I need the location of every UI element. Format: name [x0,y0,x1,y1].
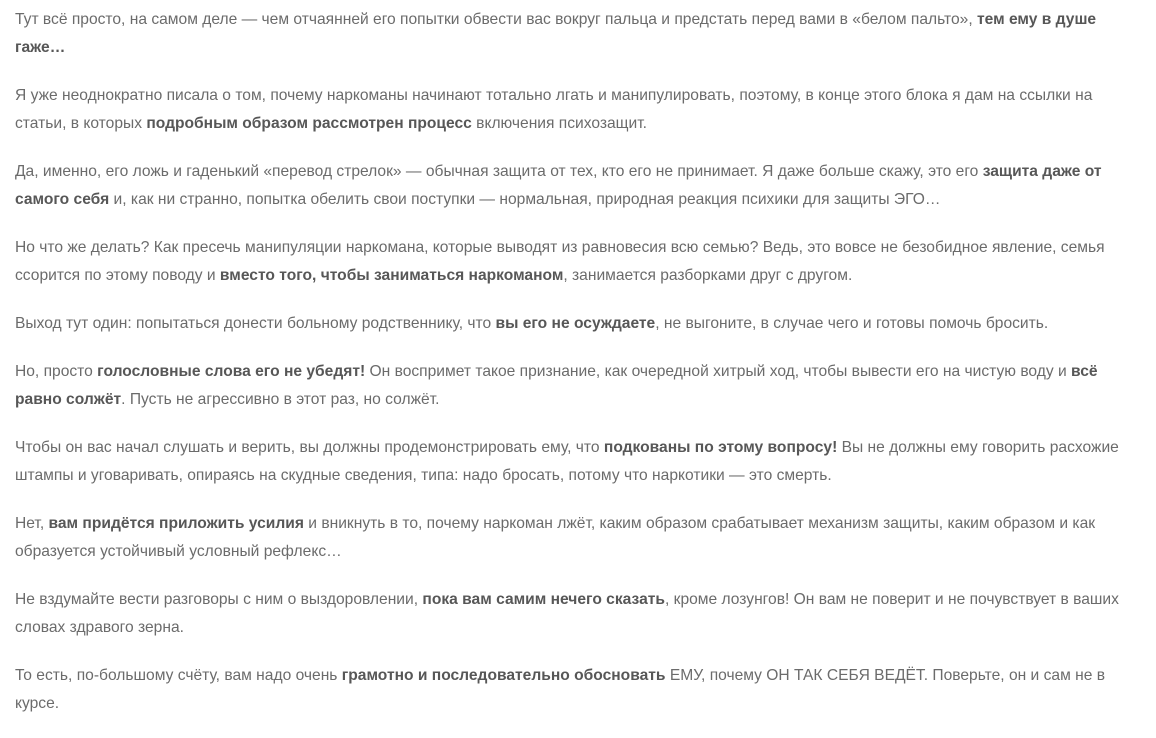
bold-emphasis-text: вам придётся приложить усилия [48,515,304,532]
paragraph-text: и, как ни странно, попытка обелить свои поступки — нормальная, природная реакция психики для защиты ЭГО… [109,191,941,208]
paragraph-text: Да, именно, его ложь и гаденький «перевод стрелок» — обычная защита от тех, кто его не принимает. Я даже больше скажу, это его [15,163,983,180]
article-paragraph [15,6,1140,62]
article-paragraph [15,310,1140,338]
paragraph-text: и вникнуть в то, почему наркоман лжёт, каким образом срабатывает механизм защиты, каким образом и как образуется устойчивый условный рефлекс… [15,515,1096,560]
bold-emphasis-text: вы его не осуждаете [495,315,656,332]
paragraph-text: Не вздумайте вести разговоры с ним о выздоровлении, [15,591,423,608]
article-paragraph [15,82,1140,138]
article-paragraph [15,586,1140,642]
paragraph-text: Выход тут один: попытаться донести больному родственнику, что [15,315,496,332]
paragraph-text: , не выгоните, в случае чего и готовы помочь бросить. [655,315,1049,332]
bold-emphasis-text: грамотно и последовательно обосновать [341,667,666,684]
article-paragraph [15,662,1140,718]
bold-emphasis-text: подробным образом рассмотрен процесс [146,115,472,132]
article-paragraph [15,358,1140,414]
paragraph-text: , кроме лозунгов! Он вам не поверит и не почувствует в ваших словах здравого зерна. [15,591,1119,636]
article-paragraph [15,158,1140,214]
paragraph-text: Он воспримет такое признание, как очередной хитрый ход, чтобы вывести его на чистую воду и [365,363,1072,380]
bold-emphasis-text: тем ему в душе гаже… [15,11,1097,56]
bold-emphasis-text: всё равно солжёт [15,363,1098,408]
article-paragraph [15,510,1140,566]
bold-emphasis-text: защита даже от самого себя [15,163,1102,208]
paragraph-text: Но что же делать? Как пресечь манипуляции наркомана, которые выводят из равновесия всю семью? Ведь, это вовсе не безобидное явление, семья ссорится по этому поводу и [15,239,1105,284]
bold-emphasis-text: вместо того, чтобы заниматься наркоманом [219,267,564,284]
paragraph-text: включения психозащит. [471,115,647,132]
paragraph-text: , занимается разборками друг с другом. [563,267,853,284]
article-paragraph [15,234,1140,290]
bold-emphasis-text: голословные слова его не убедят! [97,363,366,380]
paragraph-text: Вы не должны ему говорить расхожие штампы и уговаривать, опираясь на скудные сведения, типа: надо бросать, потому что наркотики — это смерть. [15,439,1119,484]
paragraph-text: Я уже неоднократно писала о том, почему наркоманы начинают тотально лгать и манипулировать, поэтому, в конце этого блока я дам на ссылки на статьи, в которых [15,87,1093,132]
article-body [15,6,1140,738]
paragraph-text: То есть, по-большому счёту, вам надо очень [15,667,342,684]
article-paragraph [15,434,1140,490]
paragraph-text: Нет, [15,515,49,532]
paragraph-text: . Пусть не агрессивно в этот раз, но солжёт. [121,391,440,408]
bold-emphasis-text: пока вам самим нечего сказать [422,591,665,608]
paragraph-text: ЕМУ, почему ОН ТАК СЕБЯ ВЕДЁТ. Поверьте, он и сам не в курсе. [15,667,1106,712]
paragraph-text: Тут всё просто, на самом деле — чем отчаянней его попытки обвести вас вокруг пальца и предстать перед вами в «белом пальто», [15,11,977,28]
paragraph-text: Но, просто [15,363,98,380]
paragraph-text: Чтобы он вас начал слушать и верить, вы должны продемонстрировать ему, что [15,439,604,456]
bold-emphasis-text: подкованы по этому вопросу! [603,439,838,456]
